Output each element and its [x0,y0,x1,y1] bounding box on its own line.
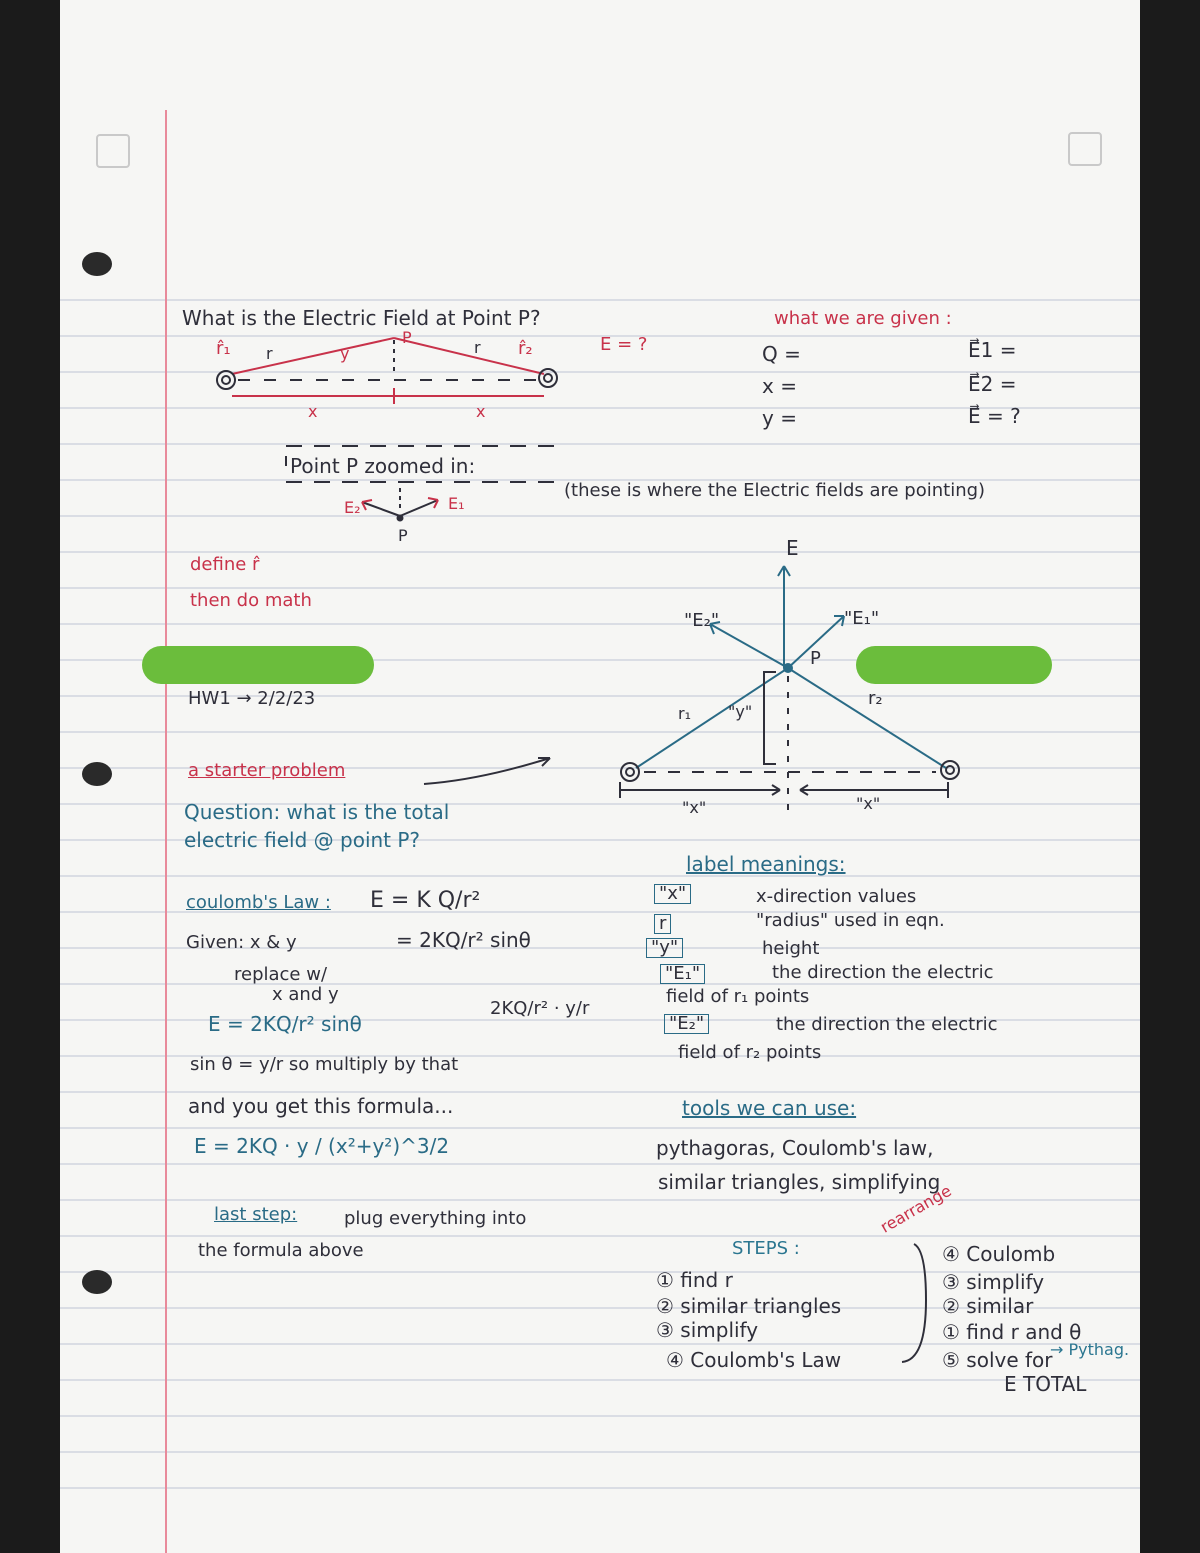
sin-theta-note: sin θ = y/r so multiply by that [190,1054,459,1075]
rearrange-label: rearrange [877,1180,955,1237]
coulomb-equation: E = K Q/r² [370,888,481,913]
equation-3-left: E = 2KQ/r² sinθ [208,1012,362,1036]
equation-3-right: 2KQ/r² · y/r [490,998,590,1019]
meaning-key-y: "y" [646,938,683,958]
vector-e-total: E⃗ = ? [968,404,1021,428]
x-right-label: x [476,402,486,421]
question-line-1: Question: what is the total [184,800,450,824]
meaning-desc-e1: the direction the electric [772,962,994,983]
meaning-desc-y: height [762,938,820,959]
r-left-label: r [266,344,273,363]
given-title: what we are given : [774,308,952,329]
question-line-2: electric field @ point P? [184,828,421,852]
e-axis-label: E [786,536,799,560]
rearrange-bracket-icon [896,1240,936,1370]
final-formula: E = 2KQ · y / (x²+y²)^3/2 [194,1134,450,1158]
e2-label-big: "E₂" [684,610,720,631]
and-you-get: and you get this formula... [188,1094,454,1118]
step-left-2: ② similar triangles [656,1294,842,1318]
homework-label: HW1 → 2/2/23 [188,688,316,709]
redaction-highlight-right [856,646,1052,684]
r1-label-big: r₁ [678,704,691,723]
r-right-label: r [474,338,481,357]
meaning-desc-x: x-direction values [756,886,917,907]
given-x-and-y: Given: x & y [186,932,297,953]
given-y: y = [762,406,797,430]
p-label-big: P [810,648,821,669]
label-meanings-title: label meanings: [686,852,846,876]
replace-line-1: replace w/ [234,964,328,985]
e2-label-top: E₂ [344,498,361,517]
e1-label-big: "E₁" [844,608,880,629]
tools-line-2: similar triangles, simplifying [658,1170,941,1194]
zoom-label: Point P zoomed in: [290,454,476,478]
meaning-desc-e1-2: field of r₁ points [666,986,810,1007]
then-do-math: then do math [190,590,312,611]
last-step-line-1: plug everything into [344,1208,527,1229]
e1-label-top: E₁ [448,494,465,513]
meaning-desc-e2: the direction the electric [776,1014,998,1035]
y-label-big: "y" [728,702,753,721]
step-right-1: ④ Coulomb [942,1242,1056,1266]
e-unknown: E = ? [600,334,648,355]
step-right-2: ③ simplify [942,1270,1045,1294]
define-r-hat: define r̂ [190,554,260,575]
vector-e2: E⃗2 = [968,372,1017,396]
field-direction-note: (these is where the Electric fields are pointing) [564,480,986,501]
step-right-3: ② similar [942,1294,1034,1318]
step-right-6: E TOTAL [1004,1372,1087,1396]
meaning-key-e2: "E₂" [664,1014,709,1034]
x-left-label-big: "x" [682,798,707,817]
binder-hole [82,1270,112,1294]
x-left-label: x [308,402,318,421]
meaning-desc-r: "radius" used in eqn. [756,910,945,931]
notebook-page [60,0,1140,1553]
coulomb-law-label: coulomb's Law : [186,892,331,913]
meaning-key-r: r [654,914,671,934]
meaning-key-x: "x" [654,884,691,904]
meaning-desc-e2-2: field of r₂ points [678,1042,822,1063]
replace-line-2: x and y [272,984,339,1005]
given-q: Q = [762,342,801,366]
starter-problem: a starter problem [188,760,346,781]
pythag-note: → Pythag. [1050,1340,1130,1359]
tools-title: tools we can use: [682,1096,857,1120]
r1-hat-label: r̂₁ [216,338,231,359]
given-x: x = [762,374,797,398]
last-step-label: last step: [214,1204,298,1225]
r2-hat-label: r̂₂ [518,338,533,359]
last-step-line-2: the formula above [198,1240,364,1261]
x-right-label-big: "x" [856,794,881,813]
meaning-key-e1: "E₁" [660,964,705,984]
equation-2: = 2KQ/r² sinθ [396,928,531,952]
page-question: What is the Electric Field at Point P? [182,306,541,330]
step-left-3: ③ simplify [656,1318,759,1342]
y-label: y [340,344,350,363]
big-field-diagram [60,0,1140,824]
step-right-4: ① find r and θ [942,1320,1082,1344]
p-label-zoom: P [398,526,408,545]
p-label-top: P [402,328,412,347]
r2-label-big: r₂ [868,688,883,709]
step-right-5: ⑤ solve for [942,1348,1053,1372]
tools-line-1: pythagoras, Coulomb's law, [656,1136,934,1160]
steps-title: STEPS : [732,1238,800,1259]
vector-e1: E⃗1 = [968,338,1017,362]
step-left-1: ① find r [656,1268,733,1292]
step-left-4: ④ Coulomb's Law [666,1348,842,1372]
